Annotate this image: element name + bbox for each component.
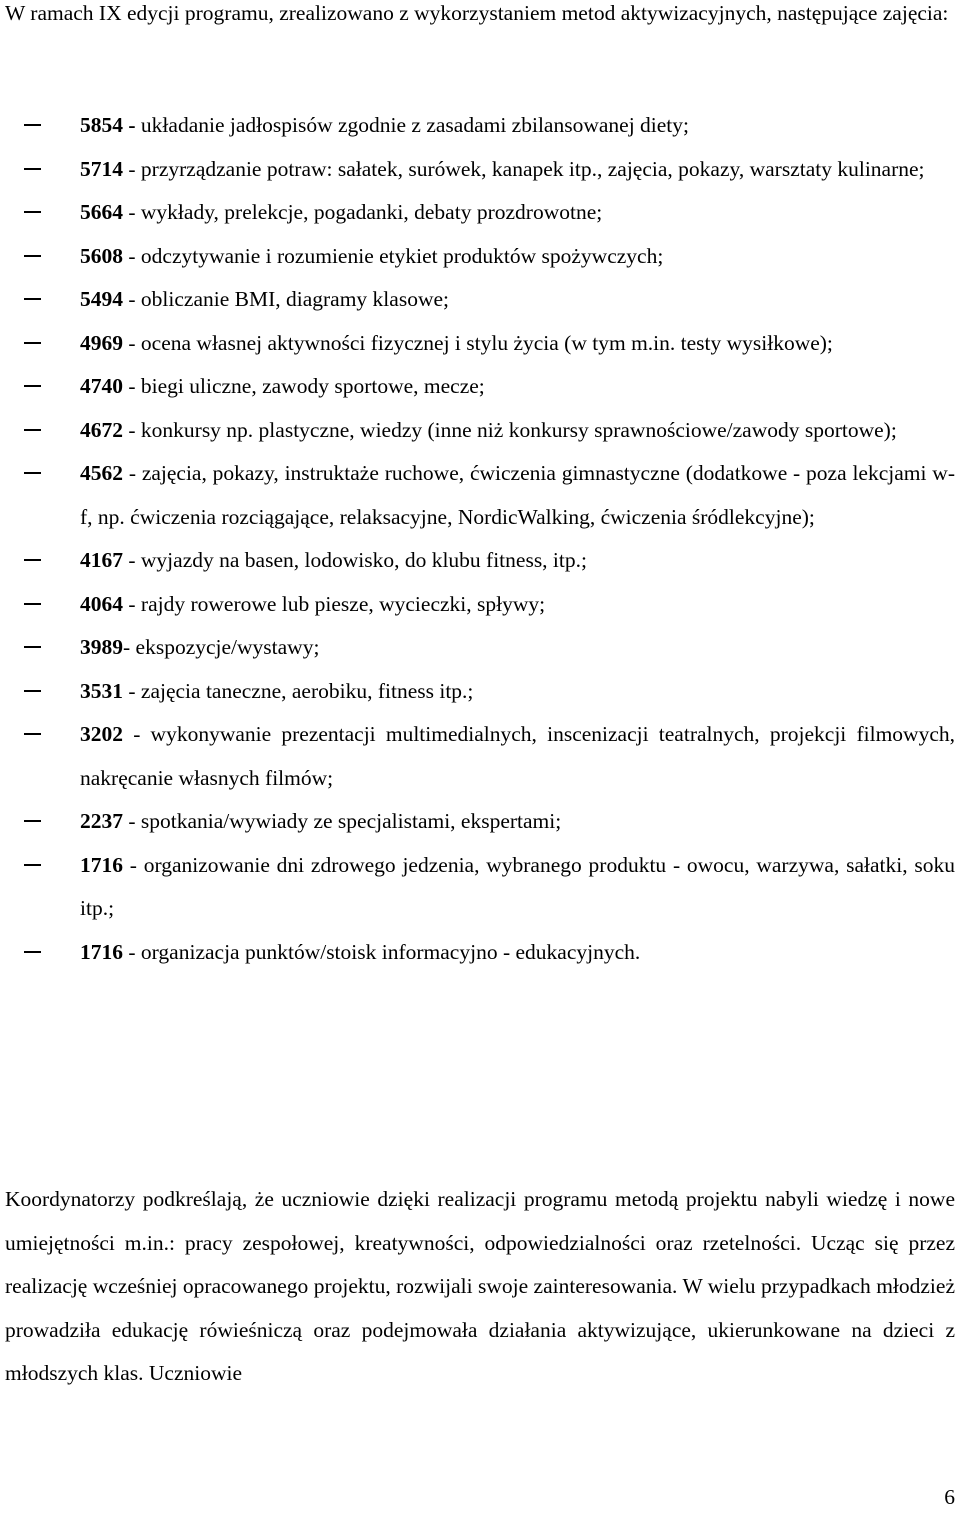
item-count: 4740 xyxy=(80,374,123,398)
list-item xyxy=(0,322,955,366)
list-item xyxy=(0,278,955,322)
dash-bullet xyxy=(24,298,41,300)
list-item xyxy=(0,539,955,583)
item-count: 4167 xyxy=(80,548,123,572)
item-description: układanie jadłospisów zgodnie z zasadami zbilansowanej diety; xyxy=(135,113,690,137)
item-description: - wyjazdy na basen, lodowisko, do klubu fitness, itp.; xyxy=(123,548,587,572)
list-item xyxy=(0,191,955,235)
dash-bullet xyxy=(24,429,41,431)
list-item xyxy=(0,365,955,409)
item-description: - wykonywanie prezentacji multimedialnych, inscenizacji teatralnych, projekcji filmowych, nakręcanie własnych filmów; xyxy=(80,722,955,790)
item-description: - spotkania/wywiady ze specjalistami, ekspertami; xyxy=(123,809,562,833)
item-count: 3202 xyxy=(80,722,123,746)
dash-bullet xyxy=(24,690,41,692)
item-description: - ekspozycje/wystawy; xyxy=(123,635,320,659)
dash-bullet xyxy=(24,385,41,387)
list-item xyxy=(0,409,955,453)
item-description: - obliczanie BMI, diagramy klasowe; xyxy=(123,287,449,311)
dash-bullet xyxy=(24,733,41,735)
item-description: - wykłady, prelekcje, pogadanki, debaty prozdrowotne; xyxy=(123,200,603,224)
item-count: 4064 xyxy=(80,591,123,616)
item-description: - ocena własnej aktywności fizycznej i stylu życia (w tym m.in. testy wysiłkowe); xyxy=(123,330,833,355)
item-count: 4672 xyxy=(80,417,123,442)
item-count: 5664 xyxy=(80,200,123,224)
item-description: - odczytywanie i rozumienie etykiet produktów spożywczych; xyxy=(123,243,664,268)
item-description: - organizowanie dni zdrowego jedzenia, wybranego produktu - owocu, warzywa, sałatki, soku itp.; xyxy=(80,852,955,920)
dash-bullet xyxy=(24,168,41,170)
list-item xyxy=(0,931,955,975)
item-count: 5608 xyxy=(80,243,123,268)
activity-list xyxy=(0,104,960,974)
item-count: 3531 xyxy=(80,678,123,703)
list-item xyxy=(0,670,955,714)
summary-paragraph: Koordynatorzy podkreślają, że uczniowie dzięki realizacji programu metodą projektu nabyli wiedzę i nowe umiejętności m.in.: pracy zespołowej, kreatywności, odpowiedzialności oraz rzetelności. Ucząc się przez realizację wcześniej opracowanego projektu, rozwijali swoje zainteresowania. W wielu przypadkach młodzież prowadziła edukację rówieśniczą oraz podejmowała działania aktywizujące, ukierunkowane na dzieci z młodszych klas. Uczniowie xyxy=(5,1187,955,1385)
item-description: - zajęcia, pokazy, instruktaże ruchowe, ćwiczenia gimnastyczne (dodatkowe - poza lekcjami w-f, np. ćwiczenia rozciągające, relaksacyjne, NordicWalking, ćwiczenia śródlekcyjne); xyxy=(80,461,955,529)
page-number: 6 xyxy=(944,1485,955,1509)
intro-text: W ramach IX edycji programu, zrealizowano z wykorzystaniem metod aktywizacyjnych, następujące zajęcia: xyxy=(5,1,949,25)
list-item xyxy=(0,104,955,148)
list-item xyxy=(0,235,955,279)
list-item xyxy=(0,844,955,931)
item-count: 2237 xyxy=(80,809,123,833)
dash-bullet xyxy=(24,124,41,126)
dash-bullet xyxy=(24,951,41,953)
item-description: - przyrządzanie potraw: sałatek, surówek, kanapek itp., zajęcia, pokazy, warsztaty kulinarne; xyxy=(123,156,925,181)
item-count: 1716 xyxy=(80,852,123,877)
dash-bullet xyxy=(24,603,41,605)
list-item xyxy=(0,583,955,627)
item-count: 5714 xyxy=(80,156,123,181)
item-count: 5854 - xyxy=(80,113,136,137)
item-description: - rajdy rowerowe lub piesze, wycieczki, spływy; xyxy=(123,591,546,616)
dash-bullet xyxy=(24,472,41,474)
item-description: - organizacja punktów/stoisk informacyjno - edukacyjnych. xyxy=(123,939,641,964)
item-count: 5494 xyxy=(80,287,123,311)
item-description: - konkursy np. plastyczne, wiedzy (inne niż konkursy sprawnościowe/zawody sportowe); xyxy=(123,417,897,442)
list-item xyxy=(0,626,955,670)
item-description: - zajęcia taneczne, aerobiku, fitness itp.; xyxy=(123,678,474,703)
dash-bullet xyxy=(24,864,41,866)
dash-bullet xyxy=(24,211,41,213)
list-item xyxy=(0,800,955,844)
item-count: 3989 xyxy=(80,635,123,659)
item-count: 4562 xyxy=(80,461,123,485)
dash-bullet xyxy=(24,255,41,257)
dash-bullet xyxy=(24,820,41,822)
dash-bullet xyxy=(24,559,41,561)
dash-bullet xyxy=(24,646,41,648)
list-item xyxy=(0,148,955,192)
item-count: 1716 xyxy=(80,939,123,964)
list-item xyxy=(0,713,955,800)
list-item xyxy=(0,452,955,539)
item-count: 4969 xyxy=(80,330,123,355)
dash-bullet xyxy=(24,342,41,344)
item-description: - biegi uliczne, zawody sportowe, mecze; xyxy=(123,374,485,398)
